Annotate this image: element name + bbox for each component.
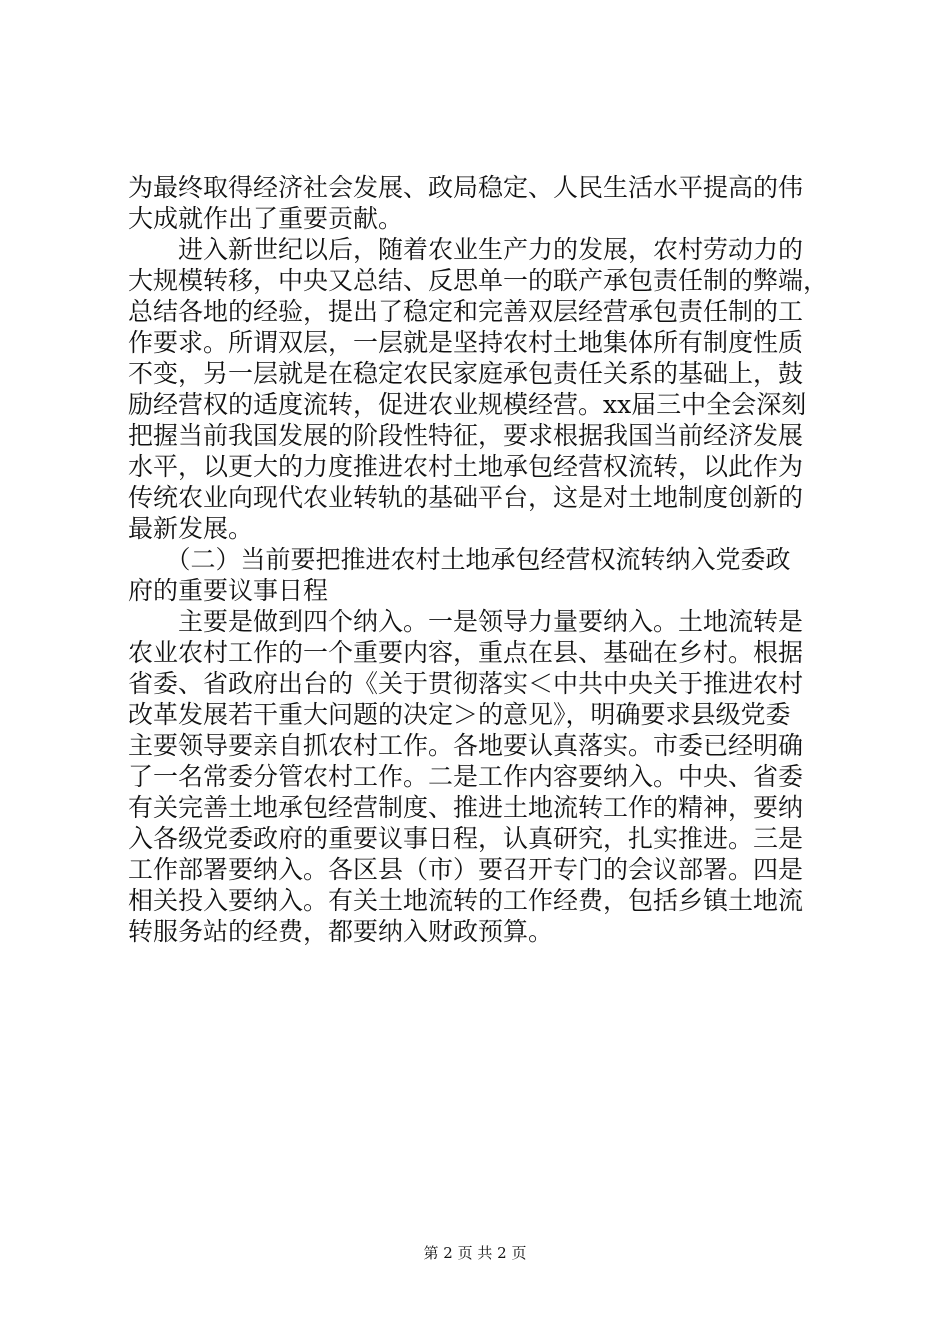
text-line: 主要领导要亲自抓农村工作。各地要认真落实。市委已经明确 [128,731,804,760]
text-line: 水平，以更大的力度推进农村土地承包经营权流转，以此作为 [128,452,804,481]
section-heading-line: 府的重要议事日程 [128,576,329,605]
text-line: 励经营权的适度流转，促进农业规模经营。xx届三中全会深刻 [128,390,807,419]
text-line: 了一名常委分管农村工作。二是工作内容要纳入。中央、省委 [128,762,804,791]
text-line: 相关投入要纳入。有关土地流转的工作经费，包括乡镇土地流 [128,886,804,915]
text-line: 入各级党委政府的重要议事日程，认真研究，扎实推进。三是 [128,824,804,853]
text-line: 农业农村工作的一个重要内容，重点在县、基础在乡村。根据 [128,638,804,667]
page-footer [0,1243,950,1263]
text-line: 最新发展。 [128,514,254,543]
text-line: 工作部署要纳入。各区县（市）要召开专门的会议部署。四是 [128,855,804,884]
text-line: 主要是做到四个纳入。一是领导力量要纳入。土地流转是 [128,607,804,636]
text-line: 改革发展若干重大问题的决定＞的意见》，明确要求县级党委 [128,700,791,729]
text-line: 传统农业向现代农业转轨的基础平台，这是对土地制度创新的 [128,483,804,512]
text-line: 有关完善土地承包经营制度、推进土地流转工作的精神，要纳 [128,793,804,822]
body-text [128,172,828,947]
text-line: 大规模转移，中央又总结、反思单一的联产承包责任制的弊端， [128,266,829,295]
text-line: 总结各地的经验，提出了稳定和完善双层经营承包责任制的工 [128,297,804,326]
text-line: 转服务站的经费，都要纳入财政预算。 [128,917,554,946]
text-line: 省委、省政府出台的《关于贯彻落实＜中共中央关于推进农村 [128,669,804,698]
text-line: 把握当前我国发展的阶段性特征，要求根据我国当前经济发展 [128,421,804,450]
text-line: 不变，另一层就是在稳定农民家庭承包责任关系的基础上，鼓 [128,359,804,388]
section-heading-line: （二）当前要把推进农村土地承包经营权流转纳入党委政 [128,545,791,574]
text-line: 进入新世纪以后，随着农业生产力的发展，农村劳动力的 [128,235,804,264]
text-line: 作要求。所谓双层，一层就是坚持农村土地集体所有制度性质 [128,328,804,357]
page-number-label: 第 2 页 共 2 页 [423,1244,527,1262]
text-line: 为最终取得经济社会发展、政局稳定、人民生活水平提高的伟 [128,173,804,202]
text-line: 大成就作出了重要贡献。 [128,204,404,233]
